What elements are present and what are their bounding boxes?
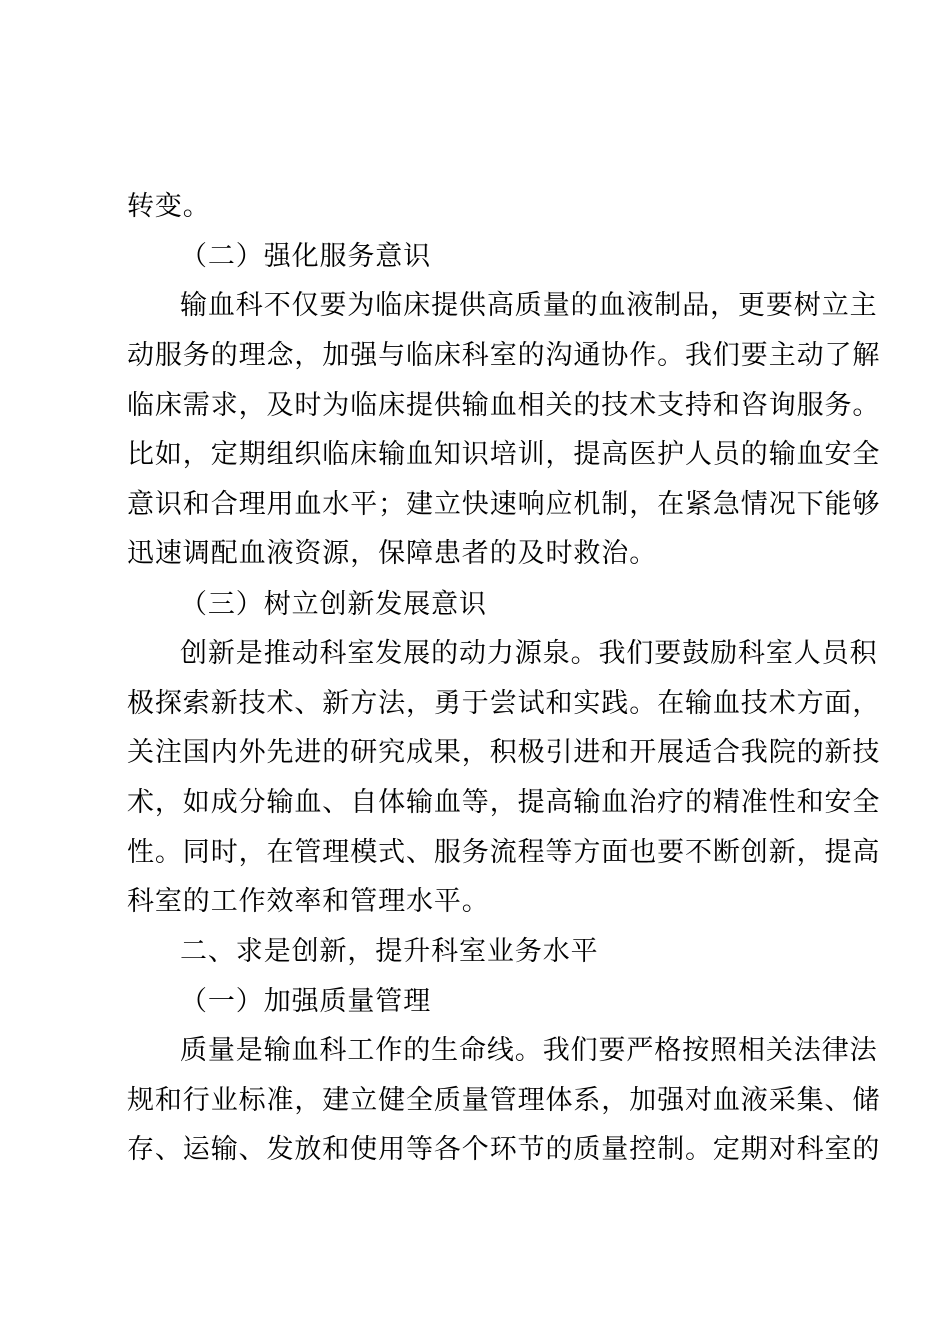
paragraph-line: 转变。 xyxy=(127,191,211,222)
paragraph-line: 关注国内外先进的研究成果，积极引进和开展适合我院的新技 xyxy=(127,737,881,768)
section-heading: （三）树立创新发展意识 xyxy=(180,589,487,620)
paragraph-line: 极探索新技术、新方法，勇于尝试和实践。在输血技术方面， xyxy=(127,688,881,719)
paragraph-line: 规和行业标准，建立健全质量管理体系，加强对血液采集、储 xyxy=(127,1085,881,1116)
paragraph-line: 性。同时，在管理模式、服务流程等方面也要不断创新，提高 xyxy=(127,837,881,868)
section-heading: （一）加强质量管理 xyxy=(180,986,432,1017)
chapter-heading: 二、求是创新，提升科室业务水平 xyxy=(180,936,599,967)
paragraph-line: 动服务的理念，加强与临床科室的沟通协作。我们要主动了解 xyxy=(127,340,881,371)
paragraph-line: 迅速调配血液资源，保障患者的及时救治。 xyxy=(127,538,658,569)
paragraph-line: 输血科不仅要为临床提供高质量的血液制品，更要树立主 xyxy=(180,290,878,321)
paragraph-line: 创新是推动科室发展的动力源泉。我们要鼓励科室人员积 xyxy=(180,638,878,669)
paragraph-line: 存、运输、发放和使用等各个环节的质量控制。定期对科室的 xyxy=(127,1134,881,1165)
paragraph-line: 科室的工作效率和管理水平。 xyxy=(127,886,490,917)
paragraph-line: 意识和合理用血水平；建立快速响应机制，在紧急情况下能够 xyxy=(127,489,881,520)
section-heading: （二）强化服务意识 xyxy=(180,241,432,272)
paragraph-line: 比如，定期组织临床输血知识培训，提高医护人员的输血安全 xyxy=(127,439,881,470)
paragraph-line: 质量是输血科工作的生命线。我们要严格按照相关法律法 xyxy=(180,1035,878,1066)
paragraph-line: 术，如成分输血、自体输血等，提高输血治疗的精准性和安全 xyxy=(127,787,881,818)
paragraph-line: 临床需求，及时为临床提供输血相关的技术支持和咨询服务。 xyxy=(127,390,881,421)
